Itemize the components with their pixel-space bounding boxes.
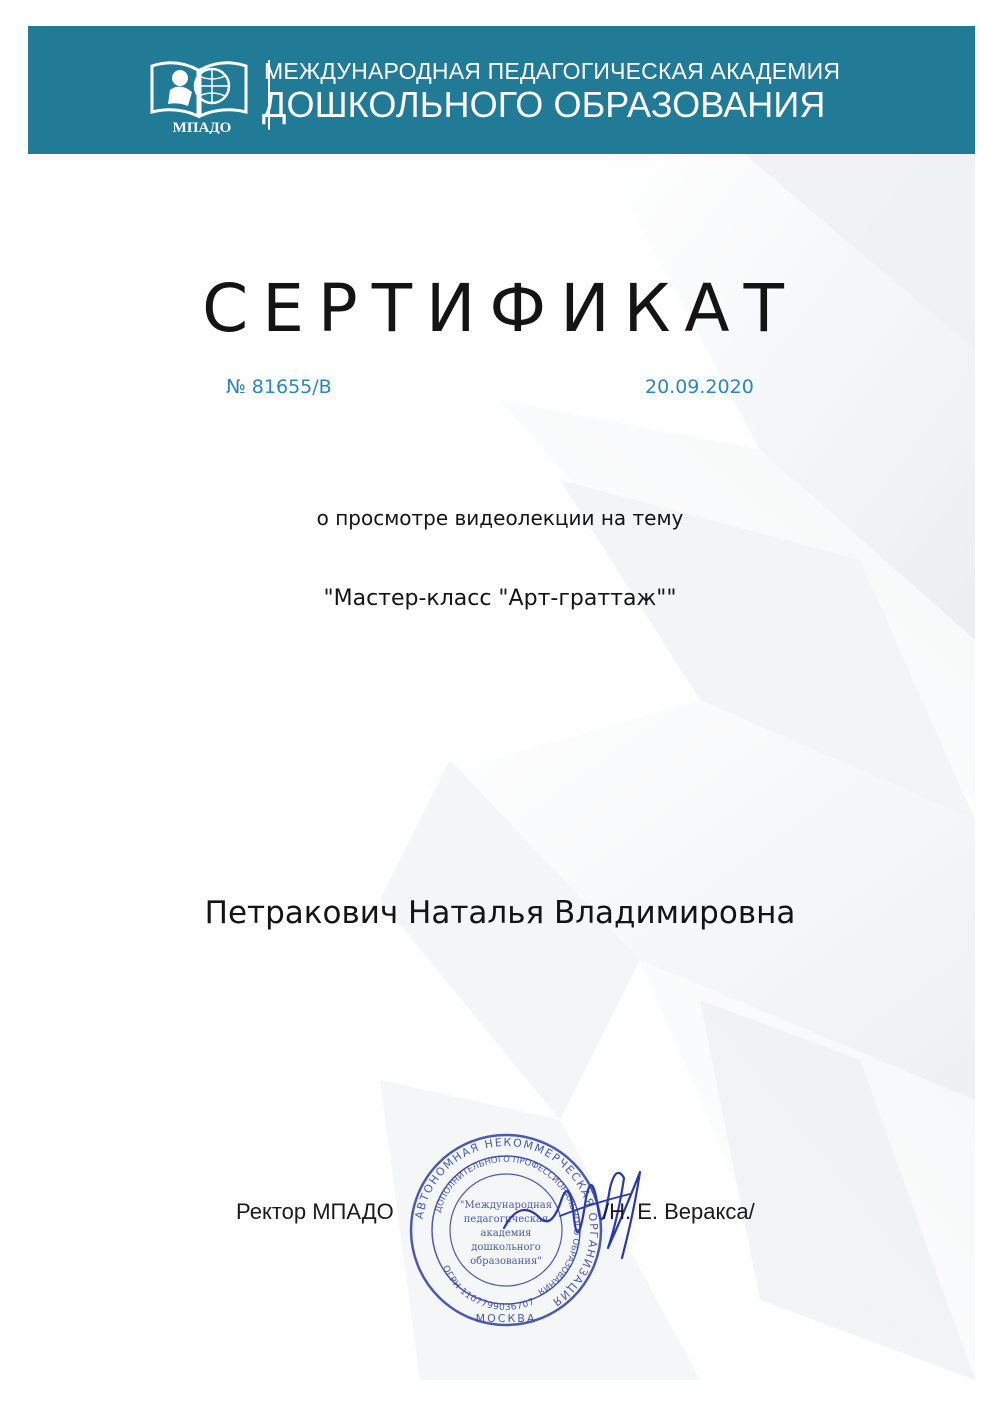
rector-name: /Н. Е. Веракса/ bbox=[603, 1199, 755, 1224]
rector-label: Ректор МПАДО bbox=[236, 1199, 394, 1224]
stamp-ogrn-text: ОГРН 1107799036707 bbox=[439, 1264, 537, 1314]
academy-logo-icon bbox=[146, 50, 258, 134]
stamp-center-line: дошкольного bbox=[471, 1242, 541, 1253]
certificate-title: СЕРТИФИКАТ bbox=[202, 270, 798, 347]
certificate-date: 20.09.2020 bbox=[645, 376, 754, 398]
certificate-number: № 81655/В bbox=[226, 376, 332, 398]
org-name-line1: МЕЖДУНАРОДНАЯ ПЕДАГОГИЧЕСКАЯ АКАДЕМИЯ bbox=[264, 58, 841, 84]
stamp-outer-text: АВТОНОМНАЯ НЕКОММЕРЧЕСКАЯ ОРГАНИЗАЦИЯ bbox=[412, 1135, 601, 1310]
org-name-line2: ДОШКОЛЬНОГО ОБРАЗОВАНИЯ bbox=[262, 84, 826, 125]
lecture-topic: "Мастер-класс "Арт-граттаж"" bbox=[323, 586, 677, 611]
recipient-name: Петракович Наталья Владимировна bbox=[204, 895, 796, 931]
logo-text: МПАДО bbox=[172, 120, 232, 134]
svg-text:ОГРН 1107799036707 bbox=[440, 1264, 536, 1313]
stamp-inner-text: ДОПОЛНИТЕЛЬНОГО ПРОФЕССИОНАЛЬНОГО ОБРАЗОВАНИЯ bbox=[433, 1154, 582, 1297]
stamp-center-line: педагогическая bbox=[463, 1214, 549, 1225]
stamp-city-text: МОСКВА bbox=[475, 1312, 537, 1325]
stamp-center-line: образования" bbox=[470, 1256, 542, 1267]
certificate-subtitle: о просмотре видеолекции на тему bbox=[316, 506, 684, 530]
stamp-center-line: "Международная bbox=[459, 1200, 553, 1211]
stamp-center-line: академия bbox=[480, 1228, 532, 1239]
header-banner bbox=[28, 26, 975, 154]
